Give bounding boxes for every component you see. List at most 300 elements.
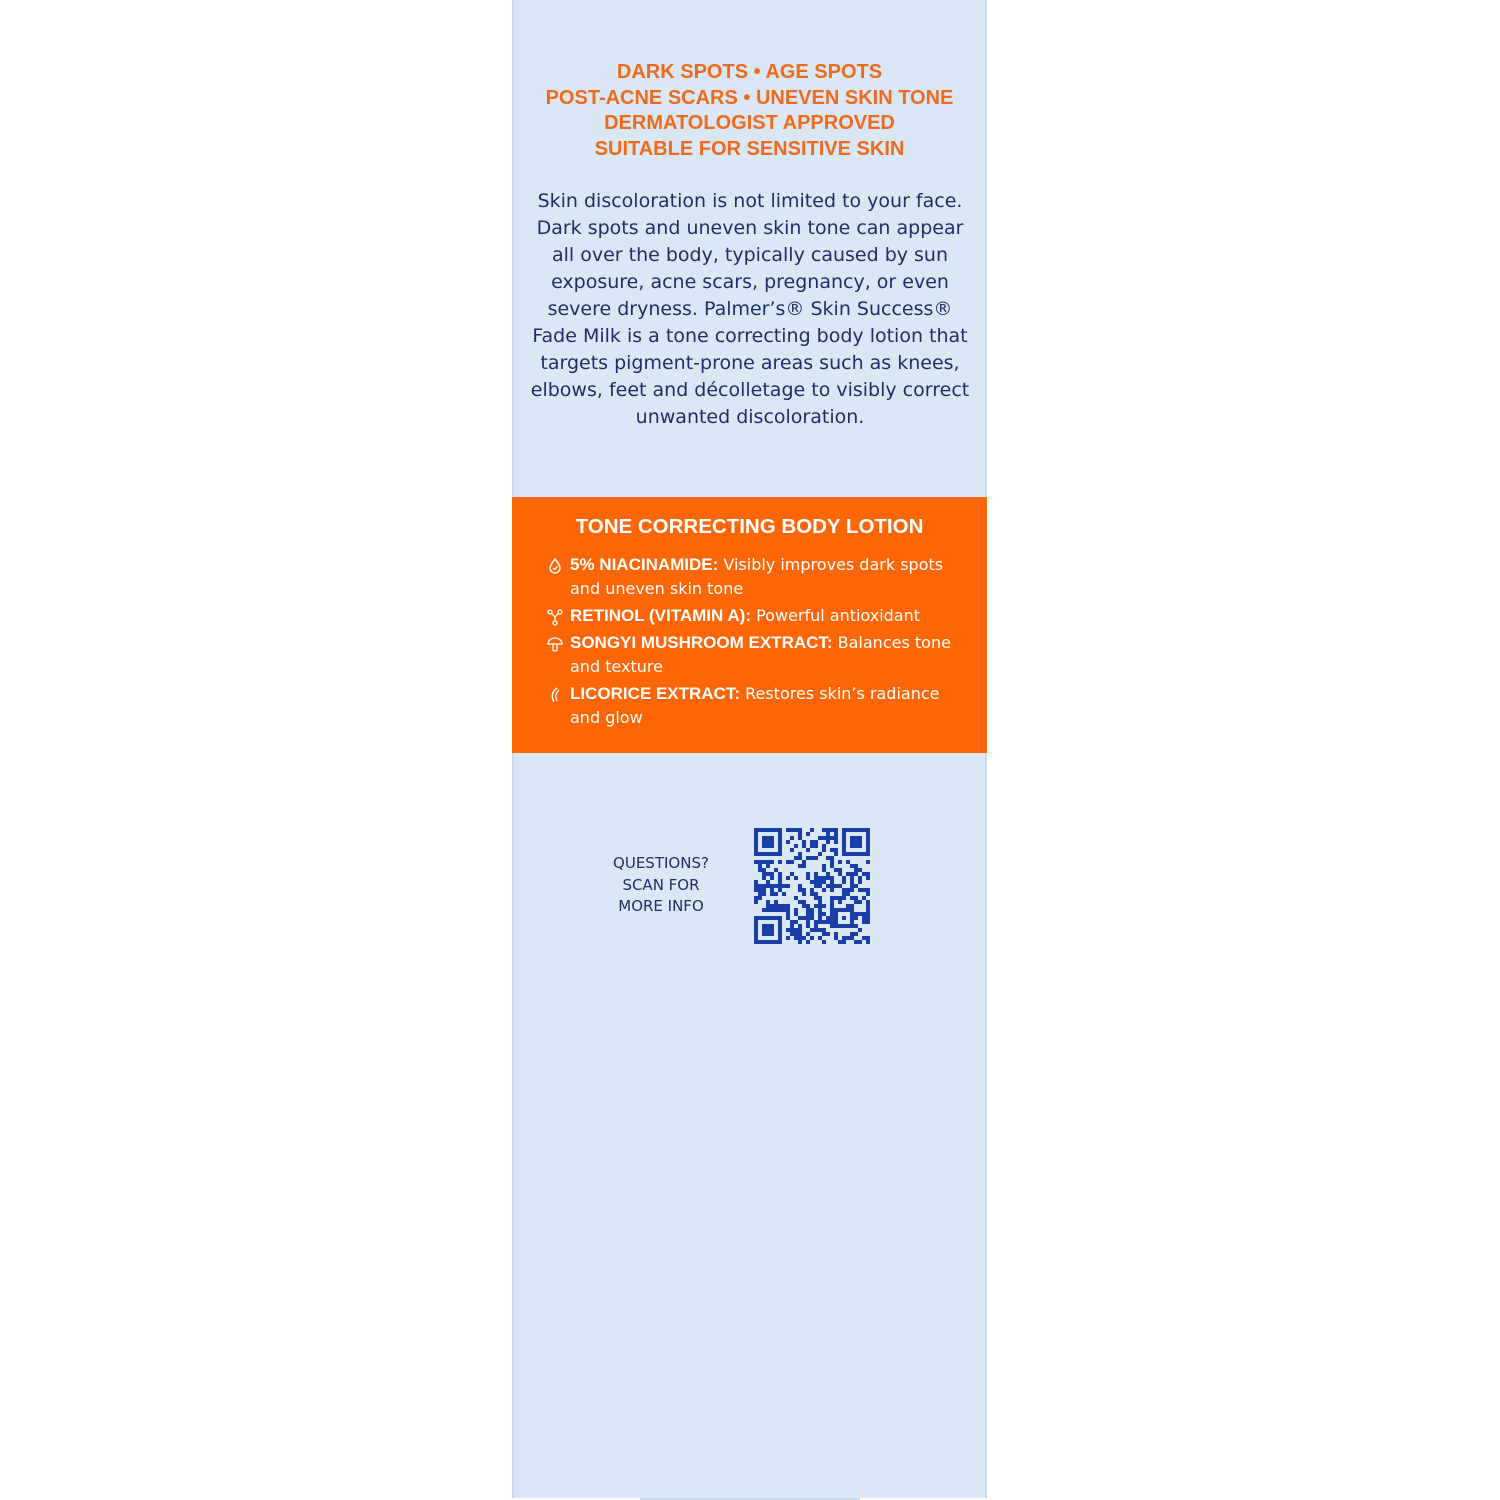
qr-module <box>778 884 782 888</box>
qr-module <box>814 844 818 848</box>
band-title: TONE CORRECTING BODY LOTION <box>575 515 924 538</box>
qr-module <box>822 836 826 840</box>
qr-module <box>786 884 790 888</box>
qr-module <box>846 860 850 864</box>
qr-module <box>842 840 846 844</box>
qr-module <box>754 896 758 900</box>
qr-module <box>762 928 766 932</box>
qr-module <box>834 832 838 836</box>
qr-module <box>766 864 770 868</box>
qr-module <box>854 844 858 848</box>
qr-module <box>762 860 766 864</box>
qr-module <box>770 872 774 876</box>
licorice-root-icon <box>546 686 564 704</box>
qr-module <box>778 828 782 832</box>
qr-module <box>790 932 794 936</box>
qr-module <box>762 840 766 844</box>
qr-module <box>794 828 798 832</box>
qr-module <box>866 828 870 832</box>
qr-module <box>786 916 790 920</box>
qr-module <box>850 932 854 936</box>
claim-line: POST-ACNE SCARS • UNEVEN SKIN TONE <box>545 86 954 109</box>
qr-module <box>806 912 810 916</box>
qr-module <box>822 888 826 892</box>
qr-module <box>854 884 858 888</box>
qr-module <box>786 828 790 832</box>
qr-module <box>830 908 834 912</box>
qr-module <box>762 836 766 840</box>
qr-module <box>810 880 814 884</box>
qr-module <box>798 856 802 860</box>
qr-module <box>818 836 822 840</box>
qr-module <box>798 888 802 892</box>
qr-module <box>826 932 830 936</box>
qr-module <box>790 920 794 924</box>
qr-module <box>866 936 870 940</box>
qr-module <box>850 936 854 940</box>
qr-module <box>814 892 818 896</box>
qr-module <box>862 936 866 940</box>
qr-module <box>758 860 762 864</box>
qr-module <box>846 852 850 856</box>
qr-module <box>826 840 830 844</box>
qr-module <box>838 872 842 876</box>
qr-module <box>778 904 782 908</box>
qr-module <box>862 828 866 832</box>
qr-module <box>834 868 838 872</box>
qr-module <box>754 848 758 852</box>
qr-module <box>778 940 782 944</box>
qr-module <box>758 864 762 868</box>
qr-module <box>790 928 794 932</box>
qr-module <box>766 916 770 920</box>
qr-module <box>754 880 758 884</box>
qr-module <box>818 920 822 924</box>
qr-module <box>794 876 798 880</box>
qr-module <box>846 936 850 940</box>
qr-module <box>806 924 810 928</box>
qr-module <box>754 916 758 920</box>
qr-module <box>758 896 762 900</box>
qr-module <box>798 924 802 928</box>
qr-module <box>754 832 758 836</box>
qr-module <box>770 908 774 912</box>
qr-module <box>830 864 834 868</box>
qr-module <box>770 892 774 896</box>
qr-module <box>854 864 858 868</box>
qr-module <box>846 872 850 876</box>
qr-module <box>782 904 786 908</box>
qr-module <box>754 900 758 904</box>
qr-module <box>866 872 870 876</box>
qr-module <box>774 868 778 872</box>
qr-module <box>850 916 854 920</box>
qr-module <box>862 888 866 892</box>
qr-module <box>802 936 806 940</box>
qr-module <box>866 836 870 840</box>
qr-module <box>798 900 802 904</box>
qr-module <box>826 884 830 888</box>
qr-module <box>766 884 770 888</box>
ingredient-item <box>546 682 966 730</box>
qr-module <box>790 828 794 832</box>
qr-module <box>846 828 850 832</box>
qr-module <box>846 924 850 928</box>
qr-module <box>766 924 770 928</box>
qr-module <box>850 904 854 908</box>
qr-module <box>854 900 858 904</box>
qr-module <box>786 876 790 880</box>
qr-module <box>858 852 862 856</box>
qr-module <box>758 868 762 872</box>
qr-module <box>838 908 842 912</box>
qr-module <box>754 888 758 892</box>
qr-module <box>770 840 774 844</box>
qr-module <box>798 884 802 888</box>
qr-module <box>790 924 794 928</box>
qr-module <box>782 892 786 896</box>
qr-module <box>762 876 766 880</box>
qr-module <box>842 844 846 848</box>
qr-module <box>758 888 762 892</box>
qr-module <box>754 860 758 864</box>
qr-module <box>766 928 770 932</box>
qr-module <box>778 888 782 892</box>
qr-module <box>818 876 822 880</box>
qr-module <box>850 920 854 924</box>
qr-module <box>814 924 818 928</box>
qr-module <box>866 844 870 848</box>
ingredient-item <box>546 604 966 628</box>
qr-module <box>806 904 810 908</box>
qr-module <box>854 924 858 928</box>
qr-module <box>818 936 822 940</box>
qr-module <box>802 860 806 864</box>
qr-module <box>854 916 858 920</box>
qr-module <box>790 860 794 864</box>
qr-module <box>850 908 854 912</box>
qr-module <box>774 892 778 896</box>
qr-module <box>794 844 798 848</box>
qr-module <box>754 884 758 888</box>
qr-module <box>770 916 774 920</box>
qr-module <box>850 912 854 916</box>
qr-module <box>822 844 826 848</box>
qr-module <box>762 892 766 896</box>
qr-module <box>842 896 846 900</box>
qr-module <box>758 828 762 832</box>
qr-module <box>774 884 778 888</box>
qr-module <box>846 904 850 908</box>
qr-caption <box>590 853 732 918</box>
qr-module <box>866 912 870 916</box>
qr-module <box>838 900 842 904</box>
mushroom-icon <box>546 635 564 653</box>
qr-module <box>842 836 846 840</box>
qr-module <box>806 916 810 920</box>
qr-module <box>866 940 870 944</box>
qr-module <box>782 884 786 888</box>
qr-module <box>850 836 854 840</box>
qr-module <box>766 828 770 832</box>
qr-module <box>798 828 802 832</box>
qr-module <box>830 876 834 880</box>
qr-module <box>818 852 822 856</box>
qr-module <box>858 888 862 892</box>
qr-module <box>786 928 790 932</box>
qr-module <box>826 876 830 880</box>
qr-module <box>814 876 818 880</box>
qr-module <box>774 908 778 912</box>
qr-module <box>826 916 830 920</box>
qr-module <box>754 844 758 848</box>
qr-module <box>802 840 806 844</box>
qr-module <box>858 912 862 916</box>
qr-module <box>778 932 782 936</box>
qr-module <box>858 940 862 944</box>
qr-module <box>758 892 762 896</box>
qr-module <box>862 896 866 900</box>
qr-module <box>814 884 818 888</box>
qr-module <box>830 828 834 832</box>
qr-module <box>830 856 834 860</box>
qr-module <box>814 920 818 924</box>
qr-module <box>866 852 870 856</box>
qr-module <box>794 928 798 932</box>
qr-module <box>826 920 830 924</box>
qr-module <box>858 880 862 884</box>
qr-module <box>850 864 854 868</box>
ingredient-name: RETINOL (VITAMIN A): <box>570 606 751 625</box>
qr-module <box>866 916 870 920</box>
qr-module <box>798 916 802 920</box>
qr-module <box>842 888 846 892</box>
qr-module <box>834 896 838 900</box>
qr-module <box>798 864 802 868</box>
qr-module <box>830 920 834 924</box>
qr-module <box>778 908 782 912</box>
qr-module <box>766 932 770 936</box>
qr-module <box>786 840 790 844</box>
qr-module <box>834 936 838 940</box>
qr-module <box>794 936 798 940</box>
qr-module <box>818 908 822 912</box>
qr-module <box>834 908 838 912</box>
qr-module <box>854 852 858 856</box>
qr-module <box>858 828 862 832</box>
qr-module <box>778 928 782 932</box>
qr-module <box>766 880 770 884</box>
qr-module <box>774 904 778 908</box>
qr-module <box>810 888 814 892</box>
qr-module <box>754 940 758 944</box>
ingredient-benefit: Balances tone and texture <box>570 633 951 676</box>
qr-module <box>846 908 850 912</box>
qr-module <box>770 884 774 888</box>
ingredients-list <box>546 553 966 733</box>
qr-module <box>766 852 770 856</box>
qr-module <box>834 920 838 924</box>
qr-module <box>814 872 818 876</box>
qr-module <box>794 920 798 924</box>
qr-module <box>754 852 758 856</box>
qr-module <box>822 932 826 936</box>
qr-module <box>854 840 858 844</box>
qr-caption-line: SCAN FOR <box>622 875 700 894</box>
qr-module <box>834 924 838 928</box>
qr-module <box>778 832 782 836</box>
qr-module <box>778 880 782 884</box>
qr-module <box>786 936 790 940</box>
qr-module <box>818 912 822 916</box>
qr-module <box>770 836 774 840</box>
qr-module <box>758 940 762 944</box>
qr-module <box>850 880 854 884</box>
qr-module <box>838 896 842 900</box>
qr-module <box>854 836 858 840</box>
claim-line: SUITABLE FOR SENSITIVE SKIN <box>594 137 905 160</box>
qr-module <box>766 840 770 844</box>
qr-module <box>858 840 862 844</box>
qr-module <box>770 876 774 880</box>
qr-module <box>846 888 850 892</box>
qr-module <box>802 892 806 896</box>
qr-module <box>826 836 830 840</box>
qr-module <box>842 940 846 944</box>
qr-module <box>794 932 798 936</box>
qr-module <box>786 860 790 864</box>
qr-module <box>798 932 802 936</box>
qr-module <box>778 876 782 880</box>
qr-module <box>778 844 782 848</box>
qr-module <box>810 916 814 920</box>
qr-module <box>766 860 770 864</box>
qr-module <box>834 840 838 844</box>
qr-module <box>822 864 826 868</box>
qr-module <box>858 900 862 904</box>
qr-module <box>758 916 762 920</box>
qr-module <box>866 840 870 844</box>
qr-module <box>826 856 830 860</box>
qr-module <box>810 908 814 912</box>
qr-module <box>822 928 826 932</box>
qr-module <box>850 924 854 928</box>
qr-module <box>794 896 798 900</box>
qr-module <box>858 868 862 872</box>
qr-module <box>770 928 774 932</box>
ingredient-item <box>546 553 966 601</box>
qr-module <box>814 880 818 884</box>
qr-module <box>838 860 842 864</box>
qr-module <box>854 872 858 876</box>
qr-module <box>778 852 782 856</box>
qr-module <box>778 916 782 920</box>
qr-module <box>822 848 826 852</box>
package-tab <box>640 1486 860 1500</box>
qr-module <box>842 936 846 940</box>
qr-module <box>806 908 810 912</box>
qr-module <box>842 848 846 852</box>
qr-module <box>838 884 842 888</box>
qr-module <box>834 932 838 936</box>
qr-module <box>762 828 766 832</box>
qr-module <box>754 932 758 936</box>
qr-module <box>862 912 866 916</box>
qr-module <box>814 840 818 844</box>
qr-module <box>818 896 822 900</box>
ingredient-benefit: Visibly improves dark spots and uneven skin tone <box>570 555 944 598</box>
qr-module <box>762 940 766 944</box>
qr-module <box>830 888 834 892</box>
qr-module <box>858 836 862 840</box>
qr-module <box>766 940 770 944</box>
qr-module <box>762 884 766 888</box>
qr-module <box>774 852 778 856</box>
qr-module <box>818 916 822 920</box>
qr-caption-line: MORE INFO <box>618 897 704 915</box>
qr-module <box>798 836 802 840</box>
qr-module <box>830 848 834 852</box>
qr-module <box>830 884 834 888</box>
qr-module <box>810 844 814 848</box>
qr-module <box>842 832 846 836</box>
qr-module <box>858 844 862 848</box>
qr-module <box>862 872 866 876</box>
qr-module <box>858 928 862 932</box>
qr-module <box>822 920 826 924</box>
qr-module <box>790 848 794 852</box>
qr-module <box>762 916 766 920</box>
qr-module <box>766 872 770 876</box>
qr-module <box>798 928 802 932</box>
qr-module <box>758 884 762 888</box>
qr-module <box>790 872 794 876</box>
qr-module <box>822 880 826 884</box>
qr-module <box>806 832 810 836</box>
qr-module <box>830 912 834 916</box>
qr-module <box>866 888 870 892</box>
qr-module <box>786 904 790 908</box>
qr-module <box>754 840 758 844</box>
qr-module <box>778 836 782 840</box>
qr-code[interactable] <box>754 828 870 944</box>
qr-module <box>762 844 766 848</box>
qr-module <box>850 828 854 832</box>
qr-module <box>806 848 810 852</box>
qr-module <box>814 896 818 900</box>
qr-caption-line: QUESTIONS? <box>613 854 709 872</box>
qr-module <box>802 888 806 892</box>
qr-module <box>810 912 814 916</box>
qr-module <box>866 900 870 904</box>
qr-module <box>834 884 838 888</box>
qr-module <box>842 916 846 920</box>
qr-module <box>770 844 774 848</box>
qr-module <box>766 900 770 904</box>
ingredient-benefit: Powerful antioxidant <box>751 606 921 625</box>
qr-module <box>830 860 834 864</box>
qr-module <box>794 908 798 912</box>
qr-module <box>834 912 838 916</box>
qr-module <box>802 864 806 868</box>
qr-module <box>778 860 782 864</box>
qr-module <box>806 876 810 880</box>
qr-module <box>830 896 834 900</box>
qr-module <box>794 912 798 916</box>
qr-module <box>818 884 822 888</box>
qr-module <box>842 876 846 880</box>
qr-module <box>778 920 782 924</box>
